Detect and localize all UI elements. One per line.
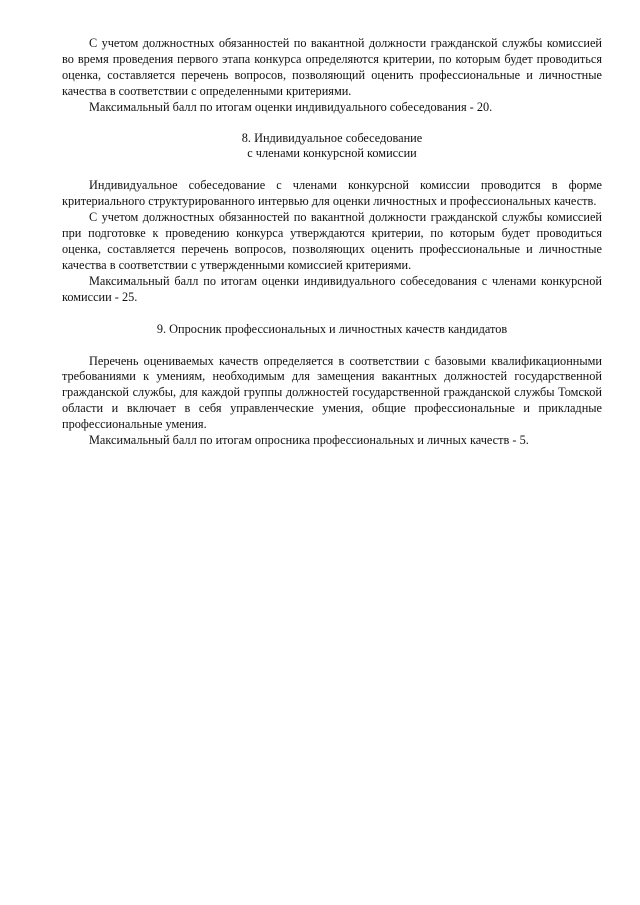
section-9 [62, 322, 602, 449]
section-8-paragraph-2: С учетом должностных обязанностей по вакантной должности гражданской службы комиссией при подготовке к проведению конкурса утверждаются критерии, по которым будет проводиться оценка, составляется перечень вопросов, позволяющих оценить профессиональные и личностные качества в соответствии с утвержденными комиссией критериями. [62, 210, 602, 272]
section-9-heading: 9. Опросник профессиональных и личностных качеств кандидатов [156, 321, 508, 336]
section-8-paragraph-3: Максимальный балл по итогам оценки индивидуального собеседования с членами конкурсной комиссии - 25. [62, 273, 602, 304]
section-9-paragraph-1: Перечень оцениваемых качеств определяется в соответствии с базовыми квалификационными требованиями к умениям, необходимым для замещения вакантных должностей государственной гражданской службы, для каждой группы должностей государственной гражданской службы Томской области и включает в себя управленческие умения, общие профессиональные и прикладные профессиональные умения. [62, 353, 602, 432]
section-9-paragraph-2: Максимальный балл по итогам опросника профессиональных и личных качеств - 5. [89, 433, 529, 448]
section-8-heading-line-2: с членами конкурсной комиссии [247, 146, 417, 161]
section-8-paragraph-1: Индивидуальное собеседование с членами конкурсной комиссии проводится в форме критериального структурированного интервью для оценки личностных и профессиональных качеств. [62, 178, 602, 209]
intro-section [62, 36, 602, 116]
section-8-heading [62, 131, 602, 163]
document-page [62, 36, 602, 449]
section-8 [62, 131, 602, 306]
section-8-heading-line-1: 8. Индивидуальное собеседование [241, 130, 423, 145]
section-9-heading-block [62, 322, 602, 338]
intro-paragraph-1: С учетом должностных обязанностей по вакантной должности гражданской службы комиссией во время проведения первого этапа конкурса определяются критерии, по которым будет проводиться оценка, составляется перечень вопросов, позволяющий оценить профессиональные и личностные качества в соответствии с определенными критериями. [62, 36, 602, 98]
intro-paragraph-2: Максимальный балл по итогам оценки индивидуального собеседования - 20. [89, 99, 493, 114]
